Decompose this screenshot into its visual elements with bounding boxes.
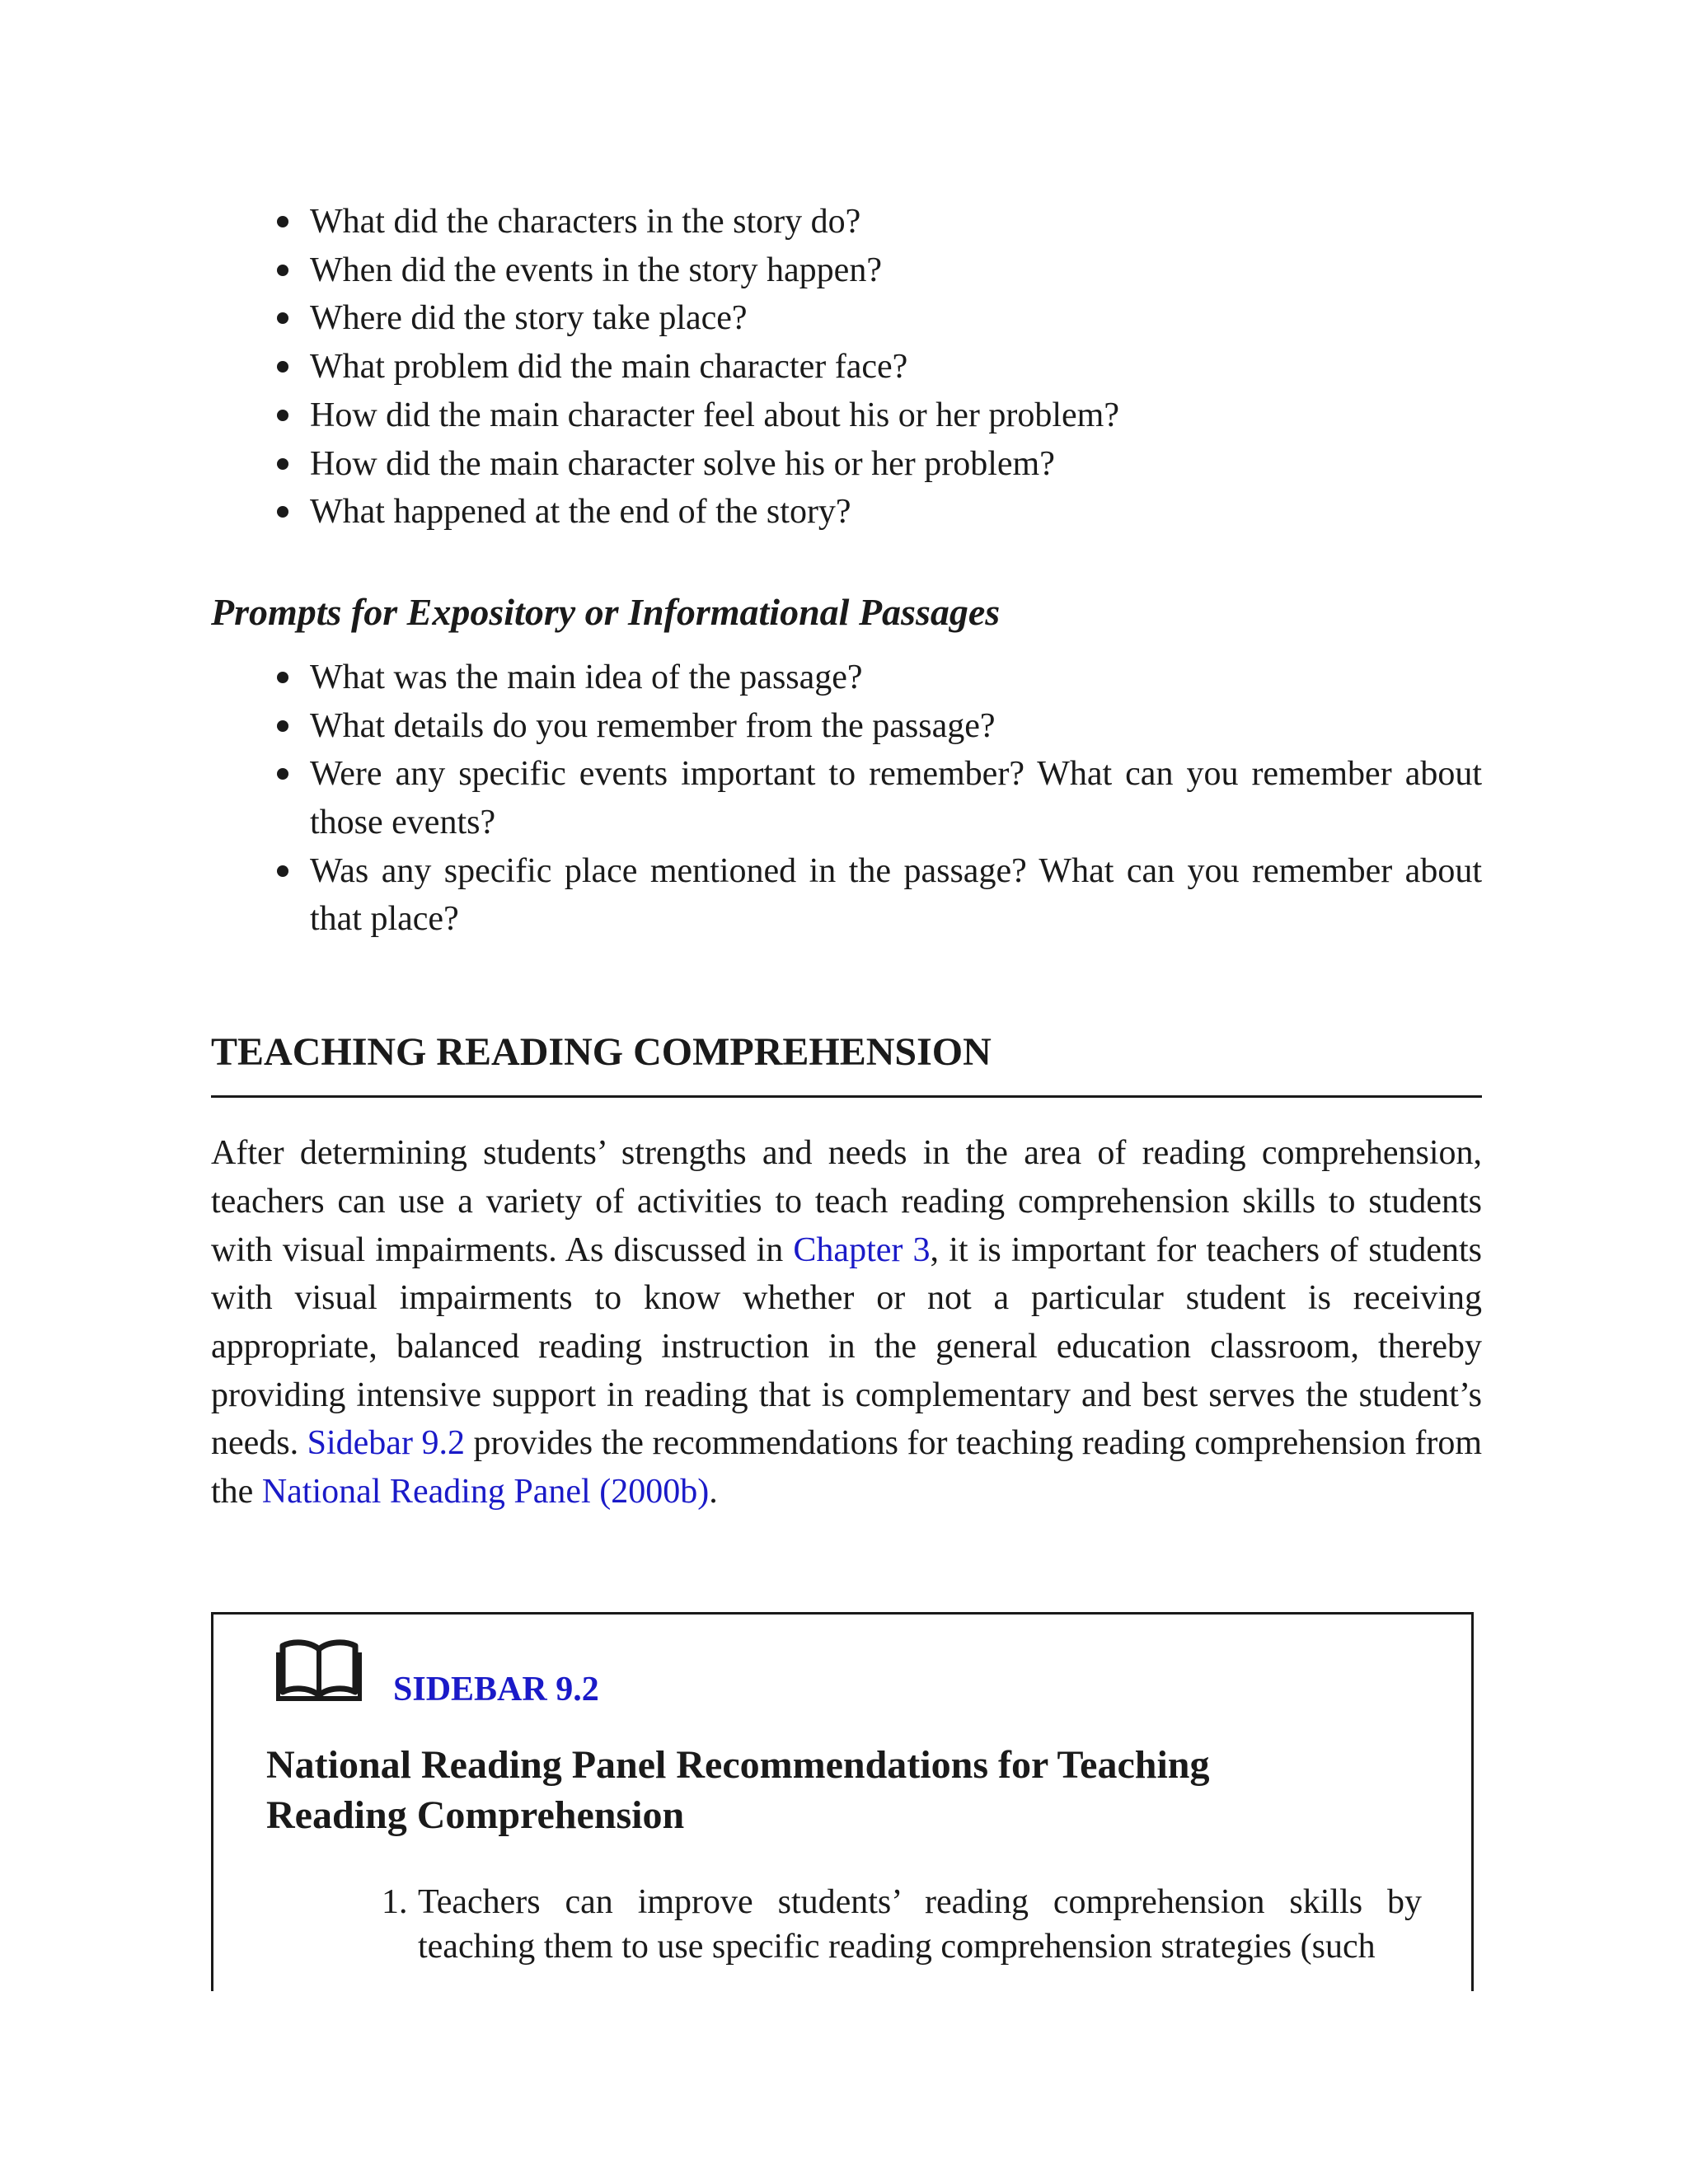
list-item: What details do you remember from the passage? [310,702,1482,751]
list-item: When did the events in the story happen? [310,246,1482,295]
list-item: Were any specific events important to remember? What can you remember about those events? [310,750,1482,846]
bullet-icon [277,865,288,877]
body-paragraph: After determining students’ strengths and needs in the area of reading comprehension, teachers can use a variety of activities to teach reading comprehension skills to students with visual impairments. As discussed in Chapter 3, it is important for teachers of students with visual impairments to know whether or not a particular student is receiving appropriate, balanced reading instruction in the general education classroom, thereby providing intensive support in reading that is complementary and best serves the student’s needs. Sidebar 9.2 provides the recommendations for teaching reading comprehension from the National Reading Panel (2000b). [211,1134,1483,1511]
item-number: 1. [382,1883,408,1921]
bullet-icon [277,720,288,732]
section-heading: TEACHING READING COMPREHENSION [211,1028,1482,1098]
bullet-icon [277,672,288,683]
item-text: Teachers can improve students’ reading comprehension skills by teaching them to use specific reading comprehension strategies (such [418,1883,1422,1966]
bullet-icon [277,458,288,470]
sidebar-box [211,1612,1474,1991]
bullet-icon [277,265,288,276]
bullet-icon [277,506,288,518]
sidebar-recommendations-list [382,1880,1422,1969]
bullet-icon [277,361,288,373]
list-item: How did the main character solve his or her problem? [310,440,1482,489]
list-item: What was the main idea of the passage? [310,654,1482,702]
list-item: What problem did the main character face? [310,343,1482,391]
open-book-icon [276,1638,362,1704]
bullet-icon [277,312,288,324]
chapter-3-link[interactable]: Chapter 3 [793,1230,931,1269]
sidebar-title: National Reading Panel Recommendations for Teaching Reading Comprehension [266,1743,1210,1837]
list-item: What happened at the end of the story? [310,488,1482,537]
list-item: Where did the story take place? [310,294,1482,343]
list-item [382,1880,1422,1969]
sidebar-9-2-link[interactable]: Sidebar 9.2 [307,1424,465,1463]
page-content [211,198,1482,1516]
expository-prompts-list [211,654,1482,944]
list-item: What did the characters in the story do? [310,198,1482,246]
sidebar-label: SIDEBAR 9.2 [393,1671,599,1708]
bullet-icon [277,410,288,421]
bullet-icon [277,216,288,227]
list-item: Was any specific place mentioned in the passage? What can you remember about that place? [310,847,1482,944]
bullet-icon [277,768,288,780]
list-item: How did the main character feel about his or her problem? [310,391,1482,440]
expository-heading: Prompts for Expository or Informational Passages [211,590,1001,633]
national-reading-panel-link[interactable]: National Reading Panel (2000b) [261,1473,710,1511]
narrative-prompts-list [211,198,1482,537]
